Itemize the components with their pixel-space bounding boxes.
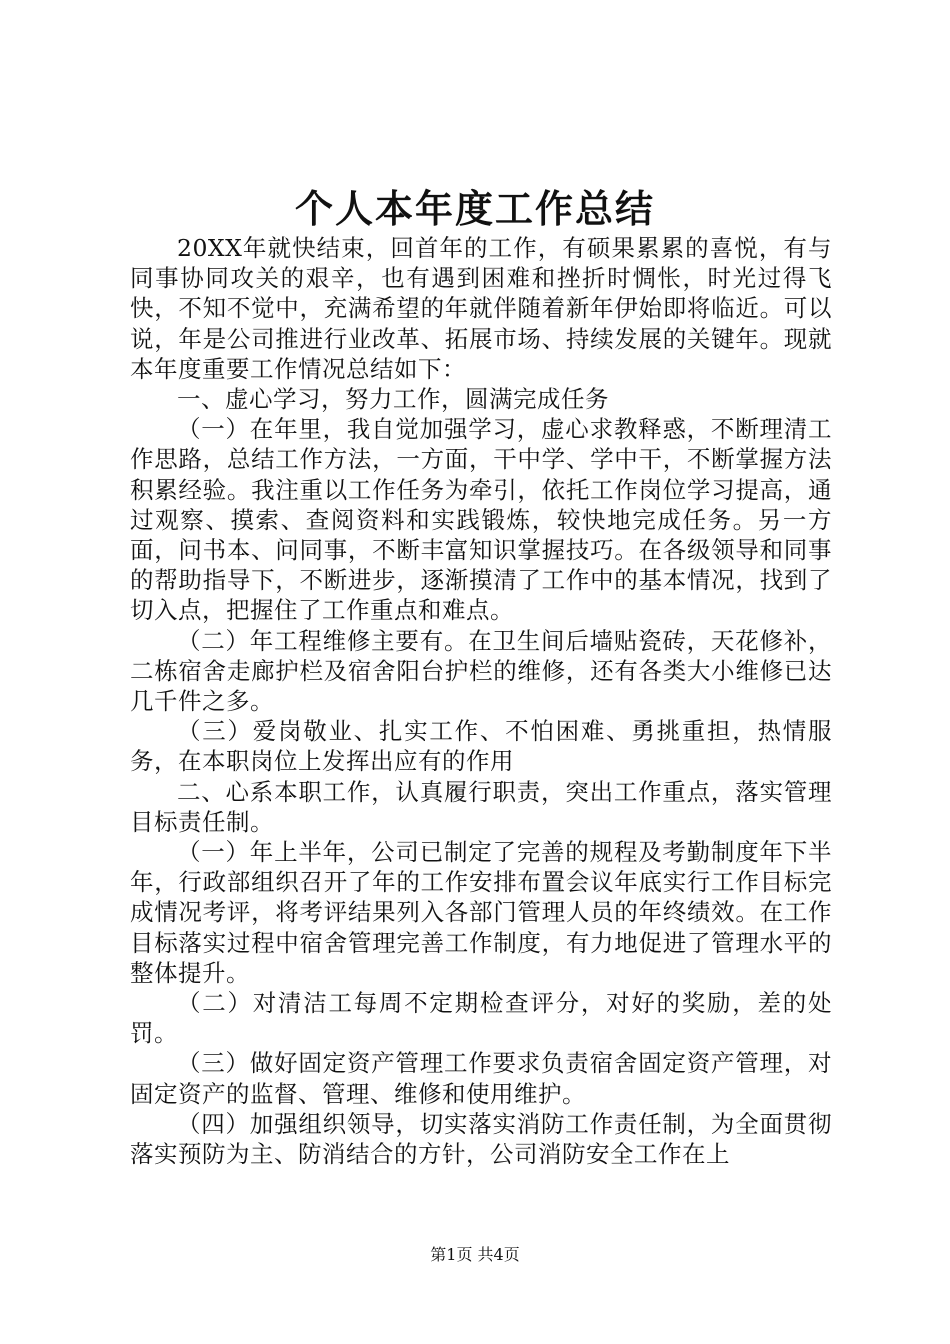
paragraph-2-1: （一）年上半年，公司已制定了完善的规程及考勤制度年下半年，行政部组织召开了年的工作安排布置会议年底实行工作目标完成情况考评，将考评结果列入各部门管理人员的年终绩效。在工作目标落实过程中宿舍管理完善工作制度，有力地促进了管理水平的整体提升。 bbox=[130, 838, 832, 987]
section-heading-2: 二、心系本职工作，认真履行职责，突出工作重点，落实管理目标责任制。 bbox=[130, 777, 832, 836]
page-number-footer: 第1页 共4页 bbox=[430, 1245, 520, 1264]
paragraph-1-2: （二）年工程维修主要有。在卫生间后墙贴瓷砖，天花修补，二栋宿舍走廊护栏及宿舍阳台护栏的维修，还有各类大小维修已达几千件之多。 bbox=[130, 626, 832, 716]
intro-paragraph: 20XX年就快结束，回首年的工作，有硕果累累的喜悦，有与同事协同攻关的艰辛，也有遇到困难和挫折时惆怅，时光过得飞快，不知不觉中，充满希望的年就伴随着新年伊始即将临近。可以说，年是公司推进行业改革、拓展市场、持续发展的关键年。现就本年度重要工作情况总结如下： bbox=[130, 234, 832, 383]
paragraph-2-2: （二）对清洁工每周不定期检查评分，对好的奖励，差的处罚。 bbox=[130, 989, 832, 1048]
document-title: 个人本年度工作总结 bbox=[294, 186, 655, 231]
document-body bbox=[130, 233, 832, 1169]
paragraph-2-4: （四）加强组织领导，切实落实消防工作责任制，为全面贯彻落实预防为主、防消结合的方针，公司消防安全工作在上 bbox=[130, 1109, 832, 1169]
paragraph-1-3: （三）爱岗敬业、扎实工作、不怕困难、勇挑重担，热情服务，在本职岗位上发挥出应有的作用 bbox=[130, 717, 832, 776]
paragraph-1-1: （一）在年里，我自觉加强学习，虚心求教释惑，不断理清工作思路，总结工作方法，一方面，干中学、学中干，不断掌握方法积累经验。我注重以工作任务为牵引，依托工作岗位学习提高，通过观察、摸索、查阅资料和实践锻炼，较快地完成任务。另一方面，问书本、问同事，不断丰富知识掌握技巧。在各级领导和同事的帮助指导下，不断进步，逐渐摸清了工作中的基本情况，找到了切入点，把握住了工作重点和难点。 bbox=[130, 415, 832, 625]
section-heading-1: 一、虚心学习，努力工作，圆满完成任务 bbox=[177, 385, 609, 414]
paragraph-2-3: （三）做好固定资产管理工作要求负责宿舍固定资产管理，对固定资产的监督、管理、维修和使用维护。 bbox=[130, 1049, 832, 1108]
